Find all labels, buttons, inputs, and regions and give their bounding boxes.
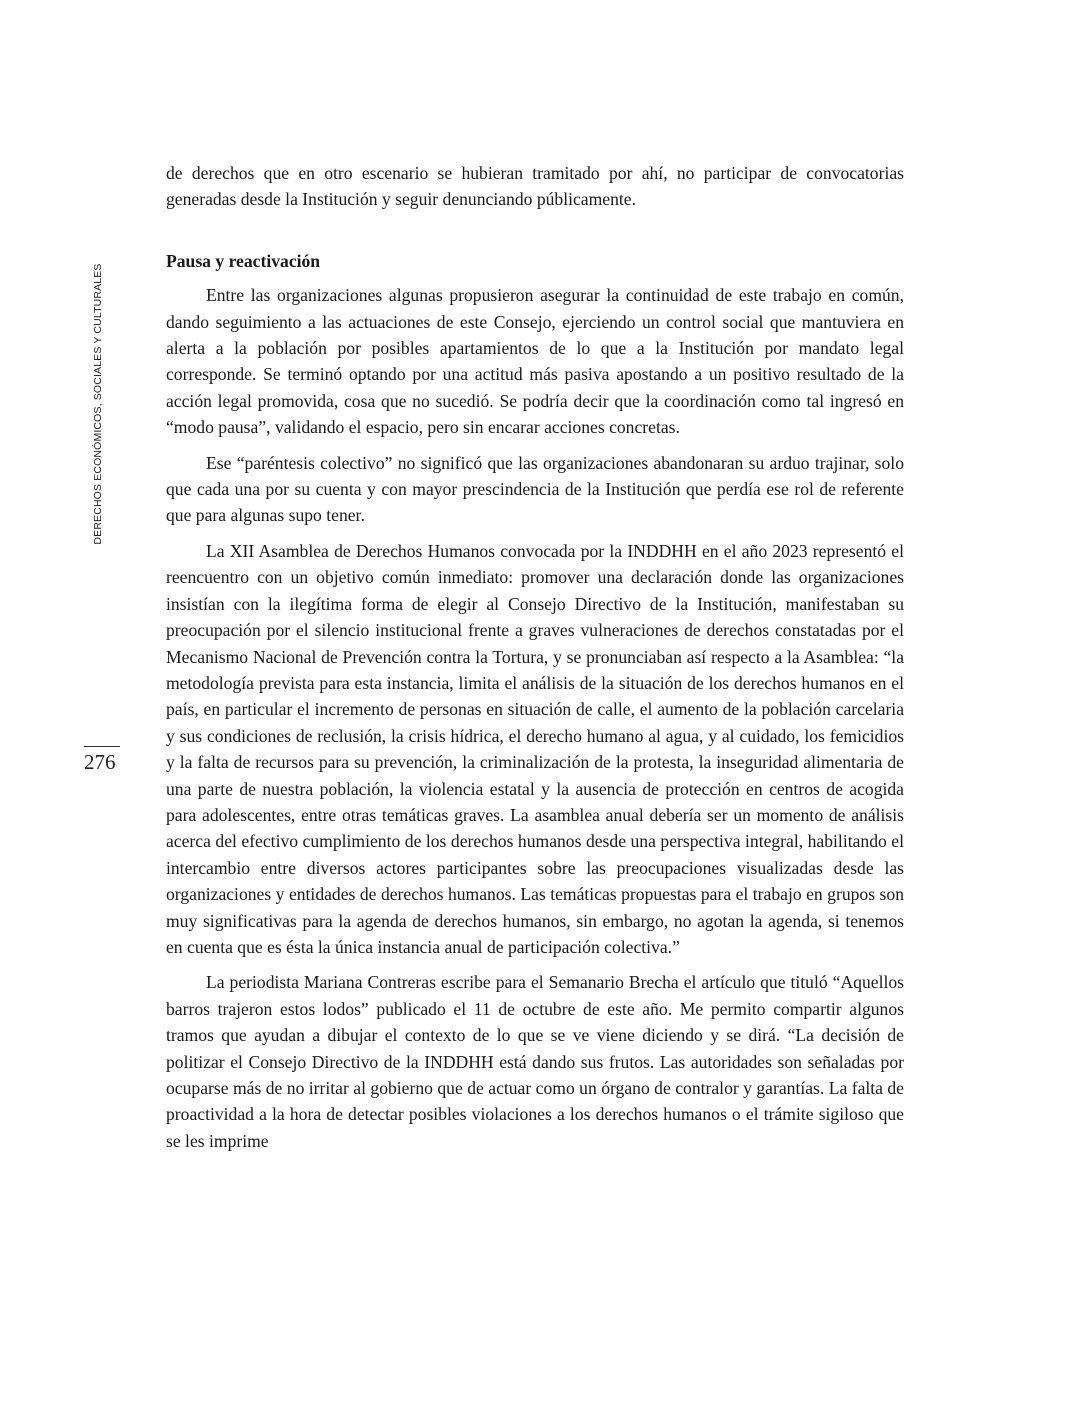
- page-number: 276: [84, 750, 116, 774]
- page-body: [166, 160, 904, 1154]
- running-section-label: DERECHOS ECONÓMICOS, SOCIALES Y CULTURALES: [92, 263, 104, 545]
- body-paragraph: La XII Asamblea de Derechos Humanos convocada por la INDDHH en el año 2023 representó el reencuentro con un objetivo común inmediato: promover una declaración donde las organizaciones insistían con la ilegítima forma de elegir al Consejo Directivo de la Institución, manifestaban su preocupación por el silencio institucional frente a graves vulneraciones de derechos constatadas por el Mecanismo Nacional de Prevención contra la Tortura, y se pronunciaban así respecto a la Asamblea: “la metodología prevista para esta instancia, limita el análisis de la situación de los derechos humanos en el país, en particular el incremento de personas en situación de calle, el aumento de la población carcelaria y sus condiciones de reclusión, la crisis hídrica, el derecho humano al agua, y al cuidado, los femicidios y la falta de recursos para su prevención, la criminalización de la protesta, la inseguridad alimentaria de una parte de nuestra población, la violencia estatal y la ausencia de protección en centros de acogida para adolescentes, entre otras temáticas graves. La asamblea anual debería ser un momento de análisis acerca del efectivo cumplimiento de los derechos humanos desde una perspectiva integral, habilitando el intercambio entre diversos actores participantes sobre las preocupaciones visualizadas desde las organizaciones y entidades de derechos humanos. Las temáticas propuestas para el trabajo en grupos son muy significativas para la agenda de derechos humanos, sin embargo, no agotan la agenda, si tenemos en cuenta que es ésta la única instancia anual de participación colectiva.”: [166, 540, 904, 957]
- body-paragraph: Ese “paréntesis colectivo” no significó que las organizaciones abandonaran su arduo trajinar, solo que cada una por su cuenta y con mayor prescindencia de la Institución que perdía ese rol de referente que para algunas supo tener.: [166, 452, 904, 526]
- body-paragraph: La periodista Mariana Contreras escribe para el Semanario Brecha el artículo que tituló “Aquellos barros trajeron estos lodos” publicado el 11 de octubre de este año. Me permito compartir algunos tramos que ayudan a dibujar el contexto de lo que se ve viene diciendo y se dirá. “La decisión de politizar el Consejo Directivo de la INDDHH está dando sus frutos. Las autoridades son señaladas por ocuparse más de no irritar al gobierno que de actuar como un órgano de contralor y garantías. La falta de proactividad a la hora de detectar posibles violaciones a los derechos humanos o el trámite sigiloso que se les imprime: [166, 972, 904, 1151]
- page-number-rule: [84, 746, 120, 747]
- section-heading: Pausa y reactivación: [166, 250, 321, 271]
- body-paragraph: Entre las organizaciones algunas propusieron asegurar la continuidad de este trabajo en común, dando seguimiento a las actuaciones de este Consejo, ejerciendo un control social que mantuviera en alerta a la población por posibles apartamientos de lo que a la Institución por mandato legal corresponde. Se terminó optando por una actitud más pasiva apostando a un positivo resultado de la acción legal promovida, cosa que no sucedió. Se podría decir que la coordinación como tal ingresó en “modo pausa”, validando el espacio, pero sin encarar acciones concretas.: [166, 285, 904, 438]
- intro-paragraph: de derechos que en otro escenario se hubieran tramitado por ahí, no participar de convocatorias generadas desde la Institución y seguir denunciando públicamente.: [166, 163, 904, 210]
